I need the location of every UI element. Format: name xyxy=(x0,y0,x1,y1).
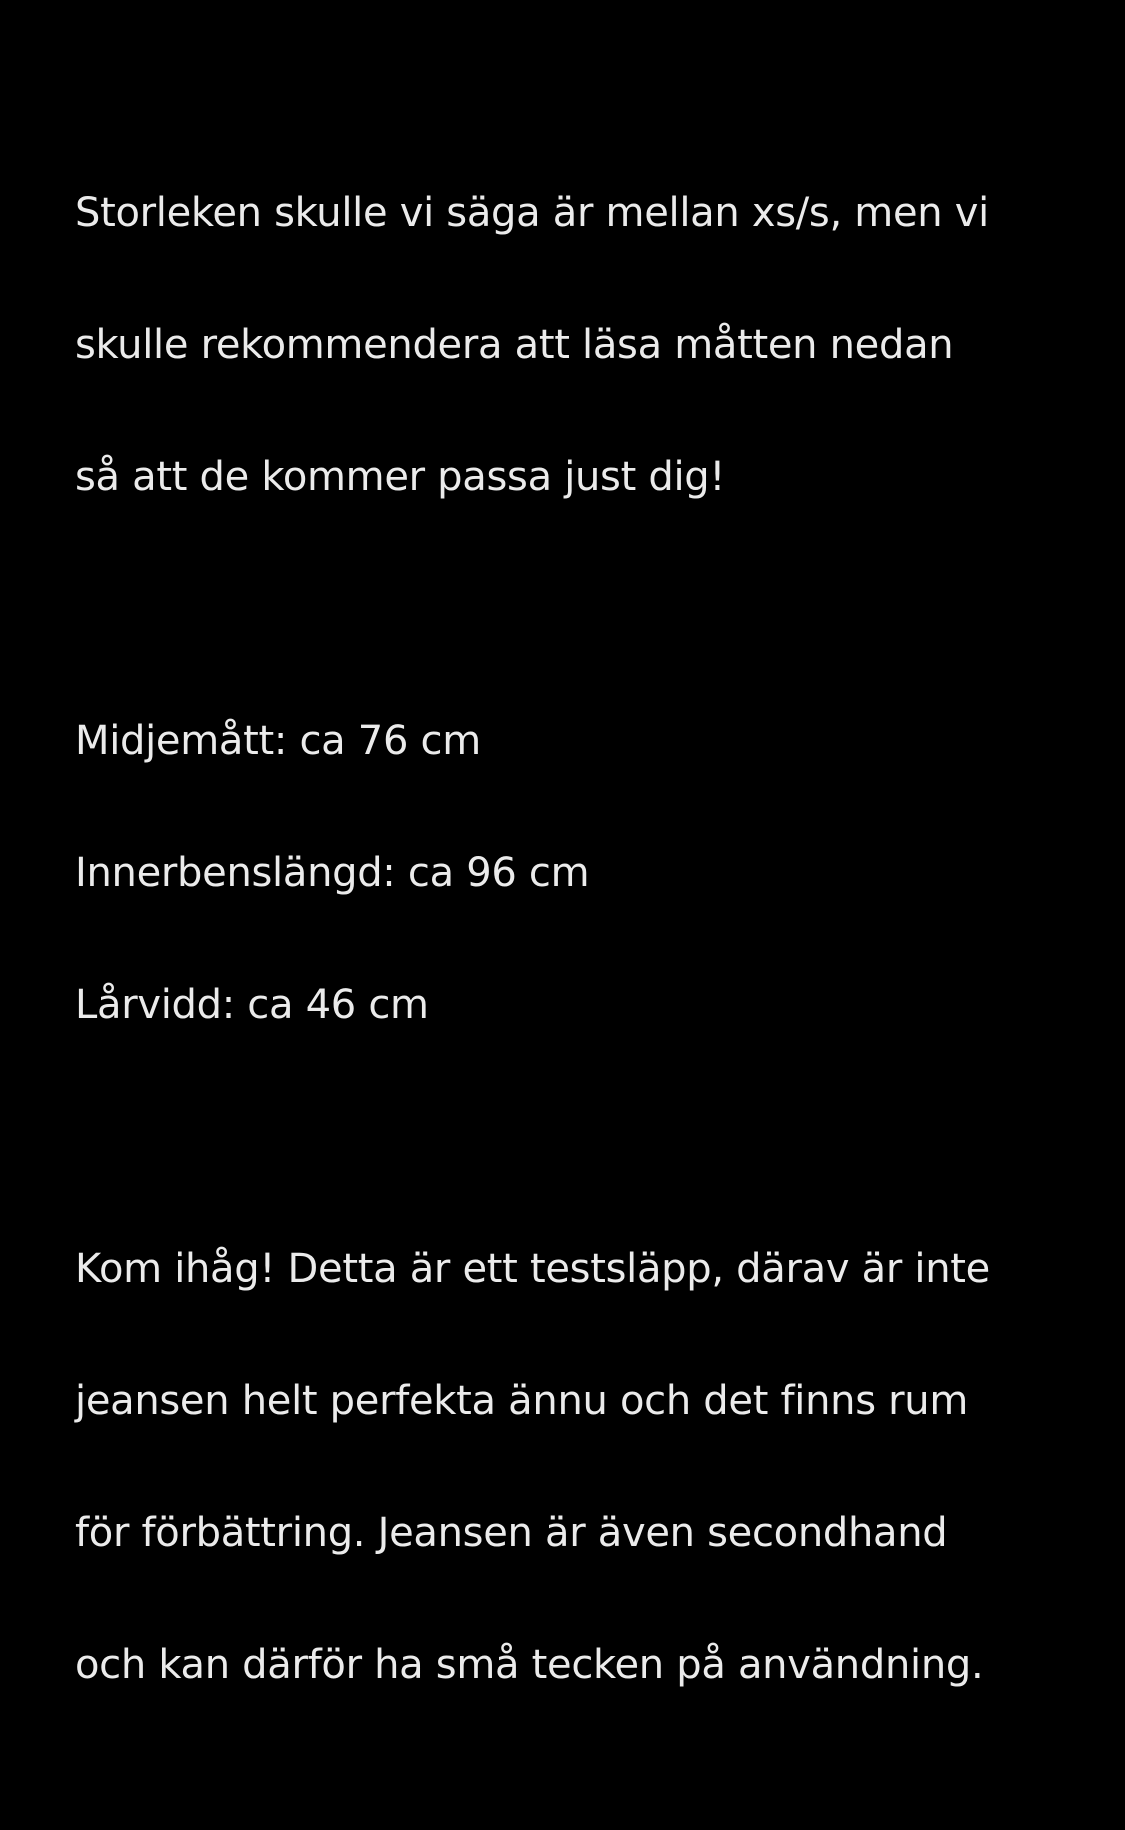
thigh-measurement: Lårvidd: ca 46 cm xyxy=(75,982,429,1028)
intro-paragraph xyxy=(75,114,1085,576)
intro-line: Storleken skulle vi säga är mellan xs/s, men vi xyxy=(75,190,989,236)
disclaimer-line: jeansen helt perfekta ännu och det finns rum xyxy=(75,1378,969,1424)
disclaimer-line: och kan därför ha små tecken på användning. xyxy=(75,1642,984,1688)
disclaimer-line: för förbättring. Jeansen är även secondhand xyxy=(75,1510,948,1556)
intro-line: skulle rekommendera att läsa måtten nedan xyxy=(75,322,954,368)
intro-line: så att de kommer passa just dig! xyxy=(75,454,726,500)
disclaimer-paragraph xyxy=(75,1170,1085,1764)
waist-measurement: Midjemått: ca 76 cm xyxy=(75,718,481,764)
disclaimer-line: Kom ihåg! Detta är ett testsläpp, därav är inte xyxy=(75,1246,990,1292)
measurements-list xyxy=(75,642,1085,1104)
note-text xyxy=(75,114,1085,1830)
inseam-measurement: Innerbenslängd: ca 96 cm xyxy=(75,850,590,896)
